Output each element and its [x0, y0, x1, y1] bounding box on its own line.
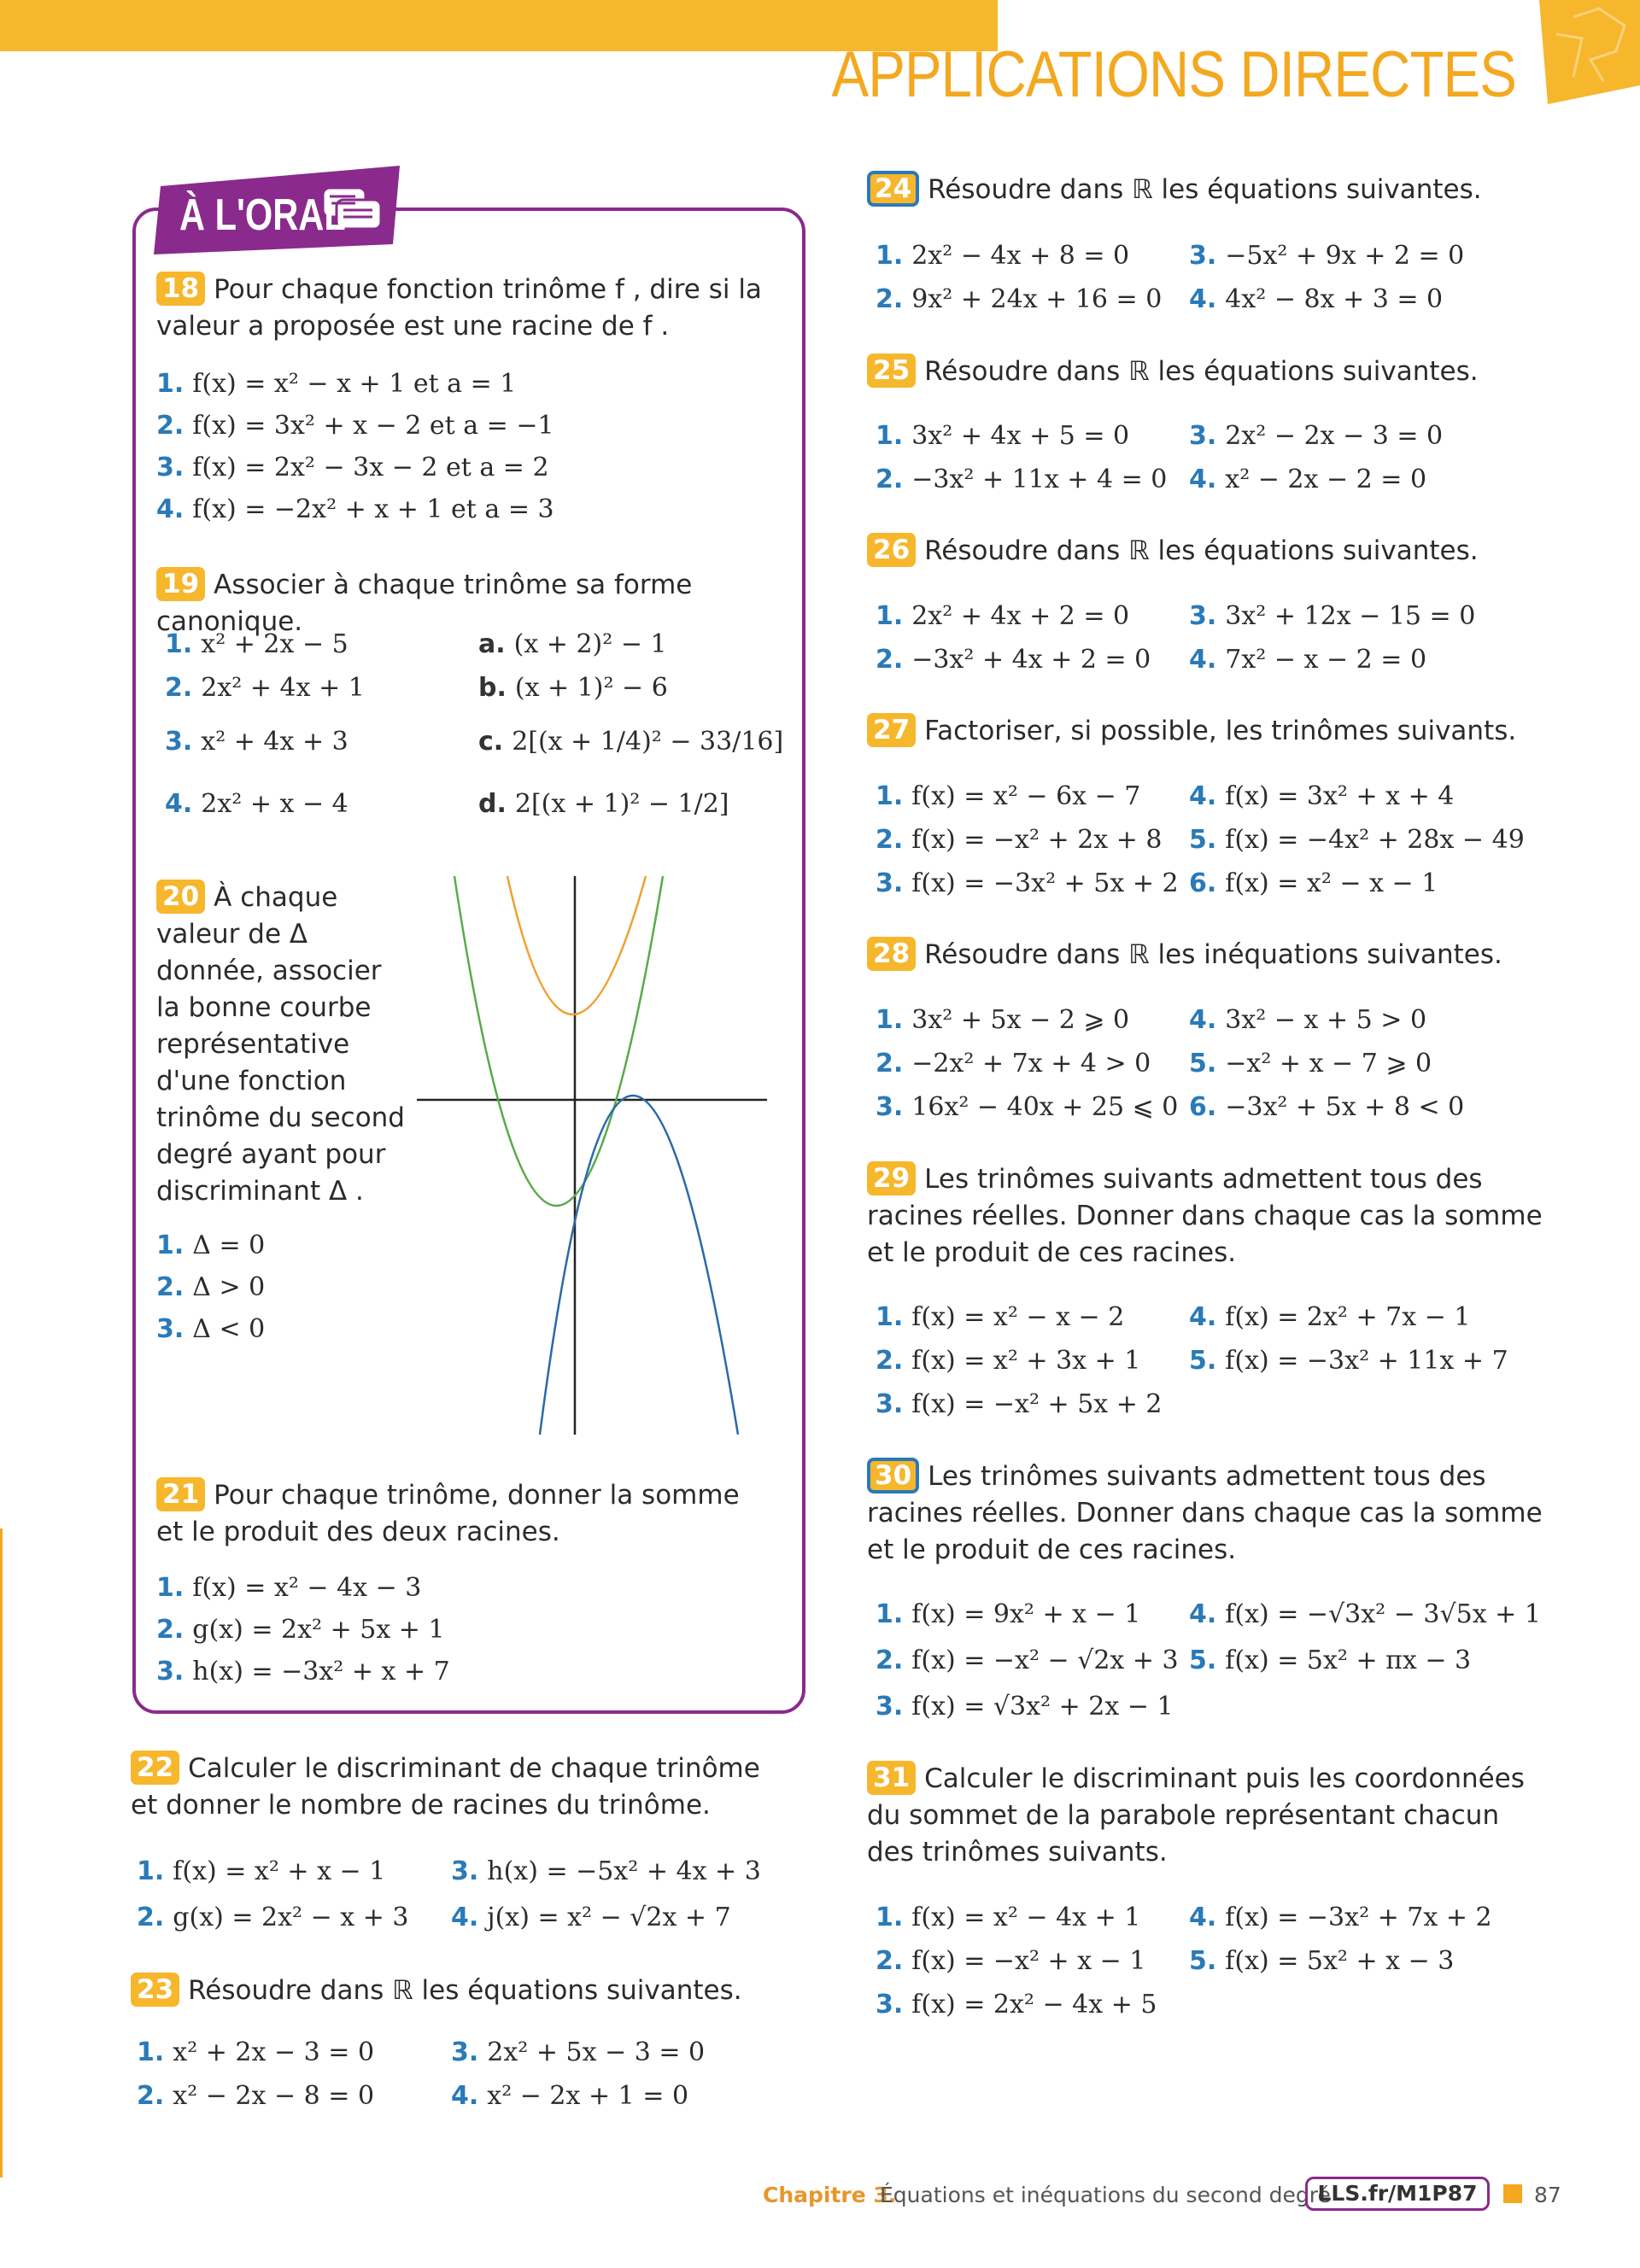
exercise-23-prompt	[131, 1973, 780, 2009]
exercise-item: 6. f(x) = x² − x − 1	[1189, 868, 1438, 898]
exercise-24-prompt	[867, 171, 1550, 208]
curve-blue	[540, 1096, 738, 1435]
exercise-number: 19	[156, 567, 205, 601]
exercise-item: 4. 4x² − 8x + 3 = 0	[1189, 284, 1444, 314]
exercise-item: 2. g(x) = 2x² − x + 3	[137, 1903, 409, 1932]
exercise-item: 2. 2x² + 4x + 1	[165, 673, 365, 703]
exercise-number: 26	[867, 533, 916, 567]
exercise-number: 29	[867, 1161, 916, 1195]
exercise-item: 1. f(x) = x² − 6x − 7	[876, 781, 1141, 811]
exercise-text: Résoudre dans ℝ les inéquations suivantes.	[924, 939, 1502, 970]
exercise-number: 25	[867, 354, 916, 388]
margin-line	[0, 1529, 3, 2177]
exercise-item: 3. f(x) = 2x² − 3x − 2 et a = 2	[156, 453, 549, 482]
exercise-18-prompt	[156, 272, 771, 345]
exercise-number: 18	[156, 272, 205, 306]
exercise-number: 22	[131, 1751, 179, 1785]
exercise-item: 4. x² − 2x + 1 = 0	[451, 2081, 689, 2111]
exercise-item: 4. f(x) = −√3x² − 3√5x + 1	[1189, 1599, 1541, 1629]
exercise-text: Résoudre dans ℝ les équations suivantes.	[928, 174, 1482, 205]
exercise-item: 2. −2x² + 7x + 4 > 0	[876, 1049, 1151, 1078]
exercise-text: Résoudre dans ℝ les équations suivantes.	[924, 535, 1479, 566]
corner-decoration	[1522, 0, 1640, 104]
exercise-item: d. 2[(x + 1)² − 1/2]	[478, 789, 729, 819]
exercise-item: 2. f(x) = −x² + 2x + 8	[876, 825, 1163, 855]
exercise-25-prompt	[867, 354, 1550, 390]
exercise-number: 20	[156, 880, 205, 914]
parabolas-graph	[417, 871, 771, 1435]
exercise-item: 5. f(x) = 5x² + x − 3	[1189, 1946, 1455, 1976]
exercise-number: 31	[867, 1761, 916, 1795]
exercise-item: 4. j(x) = x² − √2x + 7	[451, 1903, 731, 1932]
exercise-item: 5. f(x) = −4x² + 28x − 49	[1189, 825, 1525, 855]
exercise-item: 3. 3x² + 12x − 15 = 0	[1189, 601, 1476, 631]
exercise-item: 4. 7x² − x − 2 = 0	[1189, 645, 1427, 675]
exercise-item: 3. h(x) = −5x² + 4x + 3	[451, 1856, 761, 1886]
exercise-item: 4. f(x) = −2x² + x + 1 et a = 3	[156, 494, 554, 524]
exercise-item: 2. Δ > 0	[156, 1272, 266, 1302]
exercise-item: 4. f(x) = 2x² + 7x − 1	[1189, 1302, 1471, 1332]
exercise-item: 4. 3x² − x + 5 > 0	[1189, 1005, 1427, 1035]
exercise-item: 4. f(x) = −3x² + 7x + 2	[1189, 1903, 1492, 1932]
exercise-text: Calculer le discriminant puis les coordonnées du sommet de la parabole représentant chacun des trinômes suivants.	[867, 1763, 1525, 1868]
exercise-item: 3. f(x) = 2x² − 4x + 5	[876, 1990, 1157, 2020]
exercise-number: 21	[156, 1477, 205, 1511]
footer-title: Équations et inéquations du second degré	[880, 2183, 1331, 2207]
exercise-text: Factoriser, si possible, les trinômes suivants.	[924, 716, 1517, 746]
exercise-31-prompt	[867, 1761, 1550, 1871]
exercise-item: 1. f(x) = 9x² + x − 1	[876, 1599, 1141, 1629]
exercise-item: 4. 2x² + x − 4	[165, 789, 348, 819]
exercise-21-prompt	[156, 1477, 771, 1551]
exercise-22-prompt	[131, 1751, 780, 1824]
exercise-item: 3. 2x² − 2x − 3 = 0	[1189, 421, 1444, 451]
page-number: 87	[1534, 2183, 1561, 2207]
exercise-item: 4. x² − 2x − 2 = 0	[1189, 465, 1427, 494]
exercise-item: 1. 2x² + 4x + 2 = 0	[876, 601, 1130, 631]
exercise-item: 5. f(x) = 5x² + πx − 3	[1189, 1645, 1472, 1675]
exercise-item: 1. f(x) = x² − 4x + 1	[876, 1903, 1141, 1932]
exercise-item: 1. Δ = 0	[156, 1230, 266, 1260]
curve-orange	[507, 876, 646, 1014]
exercise-item: 3. 2x² + 5x − 3 = 0	[451, 2037, 706, 2067]
exercise-text: Les trinômes suivants admettent tous des racines réelles. Donner dans chaque cas la somme et le produit de ces racines.	[867, 1461, 1543, 1565]
oral-tag-label: À L'ORAL	[179, 190, 346, 240]
exercise-item: 3. Δ < 0	[156, 1314, 266, 1344]
exercise-item: c. 2[(x + 1/4)² − 33/16]	[478, 727, 784, 757]
exercise-item: 1. f(x) = x² − 4x − 3	[156, 1573, 422, 1603]
exercise-27-prompt	[867, 713, 1550, 750]
exercise-item: 4. f(x) = 3x² + x + 4	[1189, 781, 1455, 811]
exercise-item: 2. −3x² + 11x + 4 = 0	[876, 465, 1168, 494]
exercise-number: 24	[867, 171, 919, 207]
exercise-29-prompt	[867, 1161, 1550, 1271]
section-title: APPLICATIONS DIRECTES	[831, 38, 1516, 111]
exercise-item: 3. x² + 4x + 3	[165, 727, 348, 757]
exercise-item: 1. 3x² + 5x − 2 ⩾ 0	[876, 1005, 1130, 1035]
exercise-item: 5. f(x) = −3x² + 11x + 7	[1189, 1346, 1508, 1376]
exercise-number: 30	[867, 1458, 919, 1493]
footer-square	[1503, 2184, 1522, 2203]
exercise-item: 3. f(x) = −3x² + 5x + 2	[876, 868, 1179, 898]
footer-chapter: Chapitre 3.	[763, 2183, 897, 2207]
exercise-item: a. (x + 2)² − 1	[478, 629, 667, 659]
footer-link[interactable]: LLS.fr/M1P87	[1305, 2177, 1490, 2211]
exercise-20-prompt: 20 À chaque valeur de Δ donnée, associer la bonne courbe représentative d'une fonction trinôme du second degré ayant pour discriminant Δ .	[156, 881, 405, 1207]
exercise-text: Pour chaque trinôme, donner la somme et le produit des deux racines.	[156, 1480, 740, 1547]
exercise-text: Résoudre dans ℝ les équations suivantes.	[188, 1975, 742, 2006]
exercise-item: 3. f(x) = −x² + 5x + 2	[876, 1389, 1163, 1419]
exercise-number: 28	[867, 937, 916, 971]
exercise-30-prompt	[867, 1458, 1550, 1569]
exercise-28-prompt	[867, 937, 1550, 973]
exercise-number: 27	[867, 713, 916, 747]
exercise-item: 1. 3x² + 4x + 5 = 0	[876, 421, 1130, 451]
exercise-26-prompt	[867, 533, 1550, 570]
exercise-item: 2. f(x) = 3x² + x − 2 et a = −1	[156, 411, 554, 441]
exercise-item: 1. f(x) = x² + x − 1	[137, 1856, 386, 1886]
exercise-item: 1. x² + 2x − 5	[165, 629, 348, 659]
exercise-item: 1. 2x² − 4x + 8 = 0	[876, 241, 1130, 271]
exercise-text: Résoudre dans ℝ les équations suivantes.	[924, 356, 1479, 387]
exercise-item: 2. f(x) = −x² − √2x + 3	[876, 1645, 1179, 1675]
exercise-text: Les trinômes suivants admettent tous des racines réelles. Donner dans chaque cas la somme et le produit de ces racines.	[867, 1164, 1543, 1268]
exercise-item: 1. f(x) = x² − x + 1 et a = 1	[156, 369, 517, 399]
exercise-item: 5. −x² + x − 7 ⩾ 0	[1189, 1049, 1432, 1078]
exercise-item: 3. h(x) = −3x² + x + 7	[156, 1657, 450, 1686]
exercise-item: b. (x + 1)² − 6	[478, 673, 668, 703]
exercise-item: 1. f(x) = x² − x − 2	[876, 1302, 1125, 1332]
exercise-item: 2. f(x) = x² + 3x + 1	[876, 1346, 1141, 1376]
exercise-number: 23	[131, 1973, 179, 2007]
exercise-item: 3. −5x² + 9x + 2 = 0	[1189, 241, 1465, 271]
exercise-item: 1. x² + 2x − 3 = 0	[137, 2037, 375, 2067]
exercise-item: 6. −3x² + 5x + 8 < 0	[1189, 1092, 1465, 1122]
exercise-text: Calculer le discriminant de chaque trinôme et donner le nombre de racines du trinôme.	[131, 1753, 760, 1821]
exercise-item: 2. 9x² + 24x + 16 = 0	[876, 284, 1163, 314]
exercise-text: Associer à chaque trinôme sa forme canonique.	[156, 570, 693, 637]
exercise-item: 2. x² − 2x − 8 = 0	[137, 2081, 375, 2111]
exercise-item: 2. −3x² + 4x + 2 = 0	[876, 645, 1151, 675]
exercise-item: 3. f(x) = √3x² + 2x − 1	[876, 1692, 1174, 1721]
exercise-text: Pour chaque fonction trinôme f , dire si la valeur a proposée est une racine de f .	[156, 274, 762, 342]
exercise-item: 2. f(x) = −x² + x − 1	[876, 1946, 1146, 1976]
exercise-item: 3. 16x² − 40x + 25 ⩽ 0	[876, 1092, 1179, 1122]
exercise-item: 2. g(x) = 2x² + 5x + 1	[156, 1615, 445, 1645]
